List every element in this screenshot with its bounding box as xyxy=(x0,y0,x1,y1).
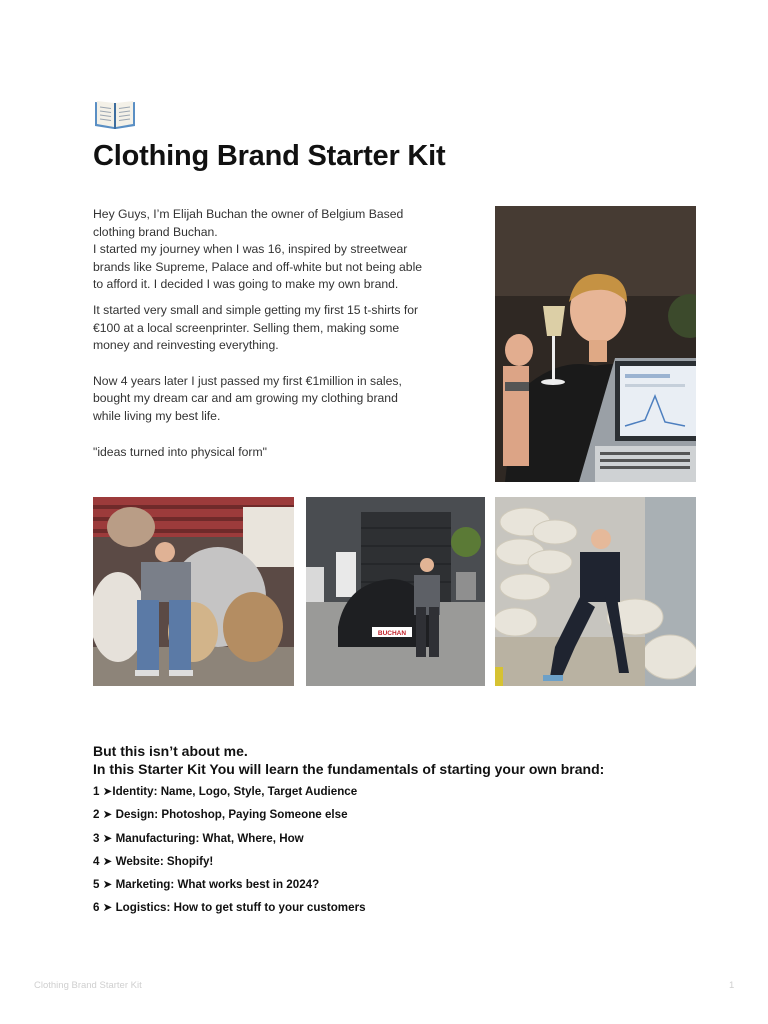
lead-line-2: In this Starter Kit You will learn the fundamentals of starting your own brand: xyxy=(93,761,605,777)
page-title: Clothing Brand Starter Kit xyxy=(93,140,446,172)
intro-text xyxy=(93,206,423,469)
car-plate-text: BUCHAN xyxy=(377,630,407,637)
footer-page-number: 1 xyxy=(729,980,735,991)
photo-warehouse-sacks xyxy=(93,497,294,686)
topics-list xyxy=(93,784,366,924)
intro-paragraph-1 xyxy=(93,206,423,294)
topic-website: 4 ➤ Website: Shopify! xyxy=(93,854,214,868)
kit-intro-heading xyxy=(93,742,713,778)
intro-line-journey: I started my journey when I was 16, inspired by streetwear brands like Supreme, Palace and off-white but not being able to afford it. I decided I was going to make my own brand. xyxy=(93,242,423,292)
topic-marketing: 5 ➤ Marketing: What works best in 2024? xyxy=(93,878,320,892)
intro-line-greeting: Hey Guys, I’m Elijah Buchan the owner of Belgium Based clothing brand Buchan. xyxy=(93,207,404,239)
footer-doc-title: Clothing Brand Starter Kit xyxy=(34,980,142,991)
topic-logistics: 6 ➤ Logistics: How to get stuff to your customers xyxy=(93,901,366,915)
open-book-icon xyxy=(93,96,137,132)
photo-fabric-rolls xyxy=(495,497,696,686)
photo-celebration xyxy=(495,206,696,482)
intro-paragraph-3: Now 4 years later I just passed my first €1million in sales, bought my dream car and am growing my clothing brand while living my best life. xyxy=(93,373,402,423)
intro-quote: "ideas turned into physical form" xyxy=(93,444,267,459)
topic-manufacturing: 3 ➤ Manufacturing: What, Where, How xyxy=(93,831,304,845)
intro-paragraph-2: It started very small and simple getting my first 15 t-shirts for €100 at a local screenprinter. Selling them, making some money and reinvesting everything. xyxy=(93,302,419,353)
topic-identity: 1 ➤Identity: Name, Logo, Style, Target Audience xyxy=(93,785,358,798)
photo-car-garage xyxy=(306,497,485,686)
lead-line-1: But this isn’t about me. xyxy=(93,743,248,759)
topic-design: 2 ➤ Design: Photoshop, Paying Someone else xyxy=(93,808,348,822)
